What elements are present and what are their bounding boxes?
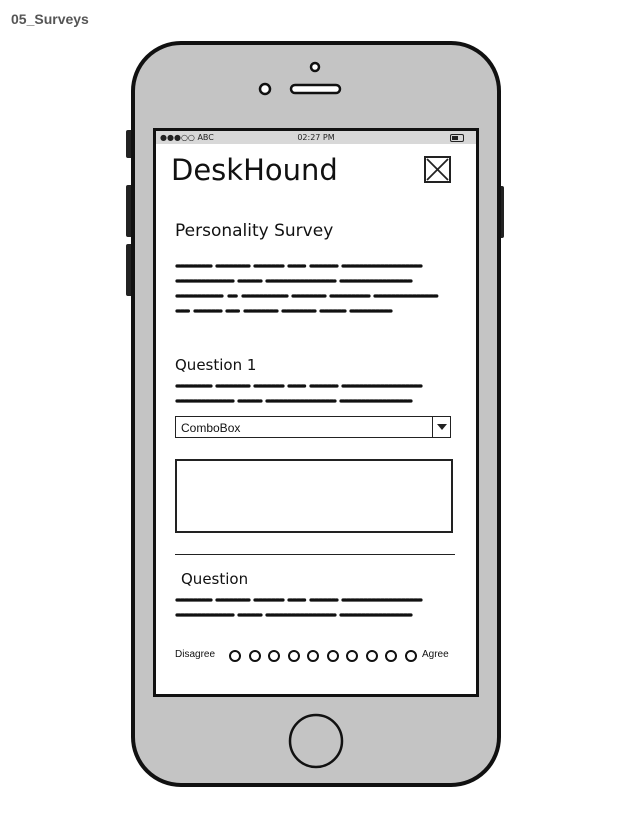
screen <box>156 131 476 694</box>
home-button-icon <box>290 715 342 767</box>
likert-radio-9[interactable] <box>385 650 397 662</box>
close-icon[interactable] <box>424 156 451 183</box>
likert-radio-3[interactable] <box>268 650 280 662</box>
carrier-signal: ●●●○○ ABC <box>160 133 214 142</box>
likert-agree-label: Agree <box>422 649 449 660</box>
question-2-label: Question <box>181 570 249 588</box>
likert-radio-5[interactable] <box>307 650 319 662</box>
likert-radio-6[interactable] <box>327 650 339 662</box>
chevron-down-icon[interactable] <box>432 417 450 437</box>
likert-radio-4[interactable] <box>288 650 300 662</box>
speaker-icon <box>291 85 340 93</box>
battery-icon <box>450 134 464 142</box>
question-1-text-area[interactable] <box>175 459 453 533</box>
scribbled-description-text <box>175 259 445 321</box>
question-1-label: Question 1 <box>175 356 257 374</box>
camera-icon <box>311 63 319 71</box>
section-divider <box>175 554 455 555</box>
sensor-icon <box>260 84 270 94</box>
combobox-value: ComboBox <box>181 421 241 435</box>
likert-radio-10[interactable] <box>405 650 417 662</box>
likert-radio-2[interactable] <box>249 650 261 662</box>
likert-radio-1[interactable] <box>229 650 241 662</box>
app-title: DeskHound <box>171 153 338 187</box>
page-label: 05_Surveys <box>11 11 89 27</box>
likert-scale <box>175 645 465 665</box>
question-1-combobox[interactable] <box>175 416 451 438</box>
likert-radio-7[interactable] <box>346 650 358 662</box>
status-time: 02:27 PM <box>297 133 335 142</box>
scribbled-question-2-text <box>175 595 445 625</box>
likert-radio-8[interactable] <box>366 650 378 662</box>
status-bar <box>156 131 476 144</box>
survey-title: Personality Survey <box>175 221 334 241</box>
likert-disagree-label: Disagree <box>175 649 216 660</box>
scribbled-question-1-text <box>175 381 445 411</box>
